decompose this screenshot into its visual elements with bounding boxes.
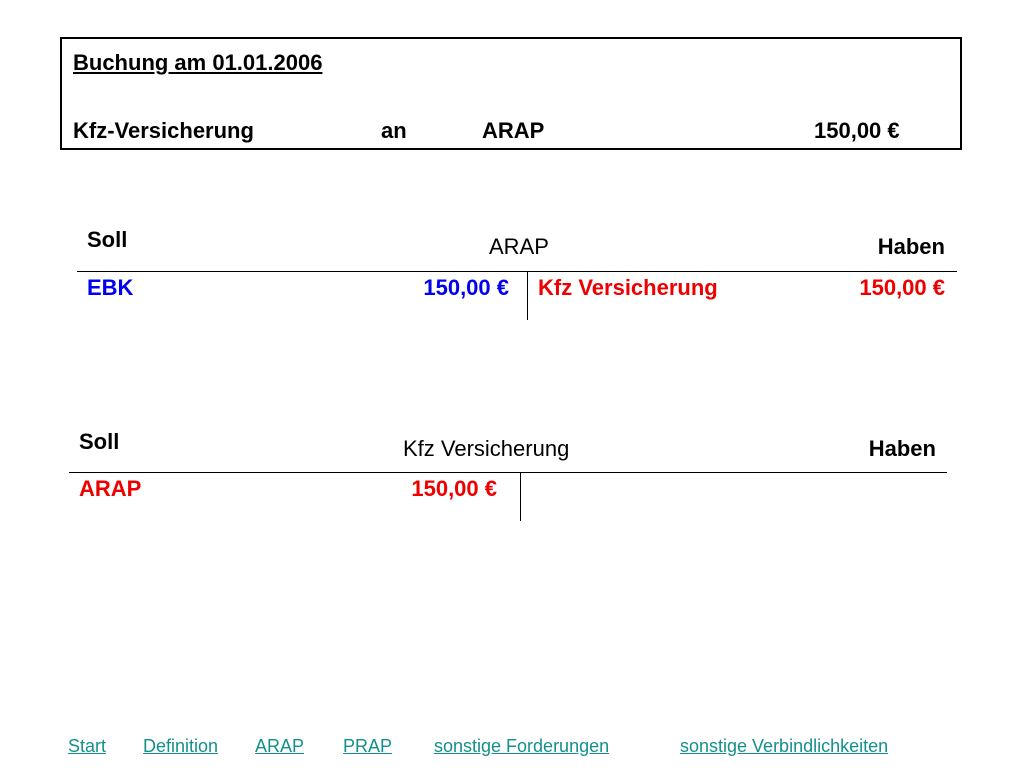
nav-link-sonstige-verbindlichkeiten[interactable]: sonstige Verbindlichkeiten [680, 736, 889, 756]
t-account-vertical-line [520, 472, 521, 521]
navigation-links [0, 736, 1024, 760]
booking-amount: 150,00 € [814, 118, 900, 143]
booking-debit-account: Kfz-Versicherung [73, 118, 254, 143]
account-name: Kfz Versicherung [403, 436, 570, 461]
soll-label: Soll [79, 429, 120, 454]
booking-record [60, 37, 962, 150]
t-account-horizontal-line [69, 472, 947, 473]
nav-link-start[interactable]: Start [68, 736, 107, 756]
t-account-kfz-versicherung [69, 424, 947, 524]
credit-entry-amount: 150,00 € [859, 275, 945, 300]
nav-link-prap[interactable]: PRAP [343, 736, 393, 756]
booking-credit-account: ARAP [482, 118, 545, 143]
booking-title: Buchung am 01.01.2006 [73, 50, 323, 75]
haben-label: Haben [868, 436, 936, 461]
booking-connector: an [381, 118, 407, 143]
credit-entry-label: Kfz Versicherung [538, 275, 718, 300]
debit-entry-label: EBK [87, 275, 134, 300]
debit-entry-amount: 150,00 € [423, 275, 509, 300]
t-account-horizontal-line [77, 271, 957, 272]
t-account-arap [77, 222, 957, 322]
nav-link-sonstige-forderungen[interactable]: sonstige Forderungen [434, 736, 610, 756]
nav-link-definition[interactable]: Definition [143, 736, 219, 756]
soll-label: Soll [87, 227, 128, 252]
account-name: ARAP [489, 234, 549, 259]
t-account-vertical-line [527, 271, 528, 320]
nav-link-arap[interactable]: ARAP [255, 736, 305, 756]
debit-entry-label: ARAP [79, 476, 142, 501]
debit-entry-amount: 150,00 € [411, 476, 497, 501]
haben-label: Haben [877, 234, 945, 259]
